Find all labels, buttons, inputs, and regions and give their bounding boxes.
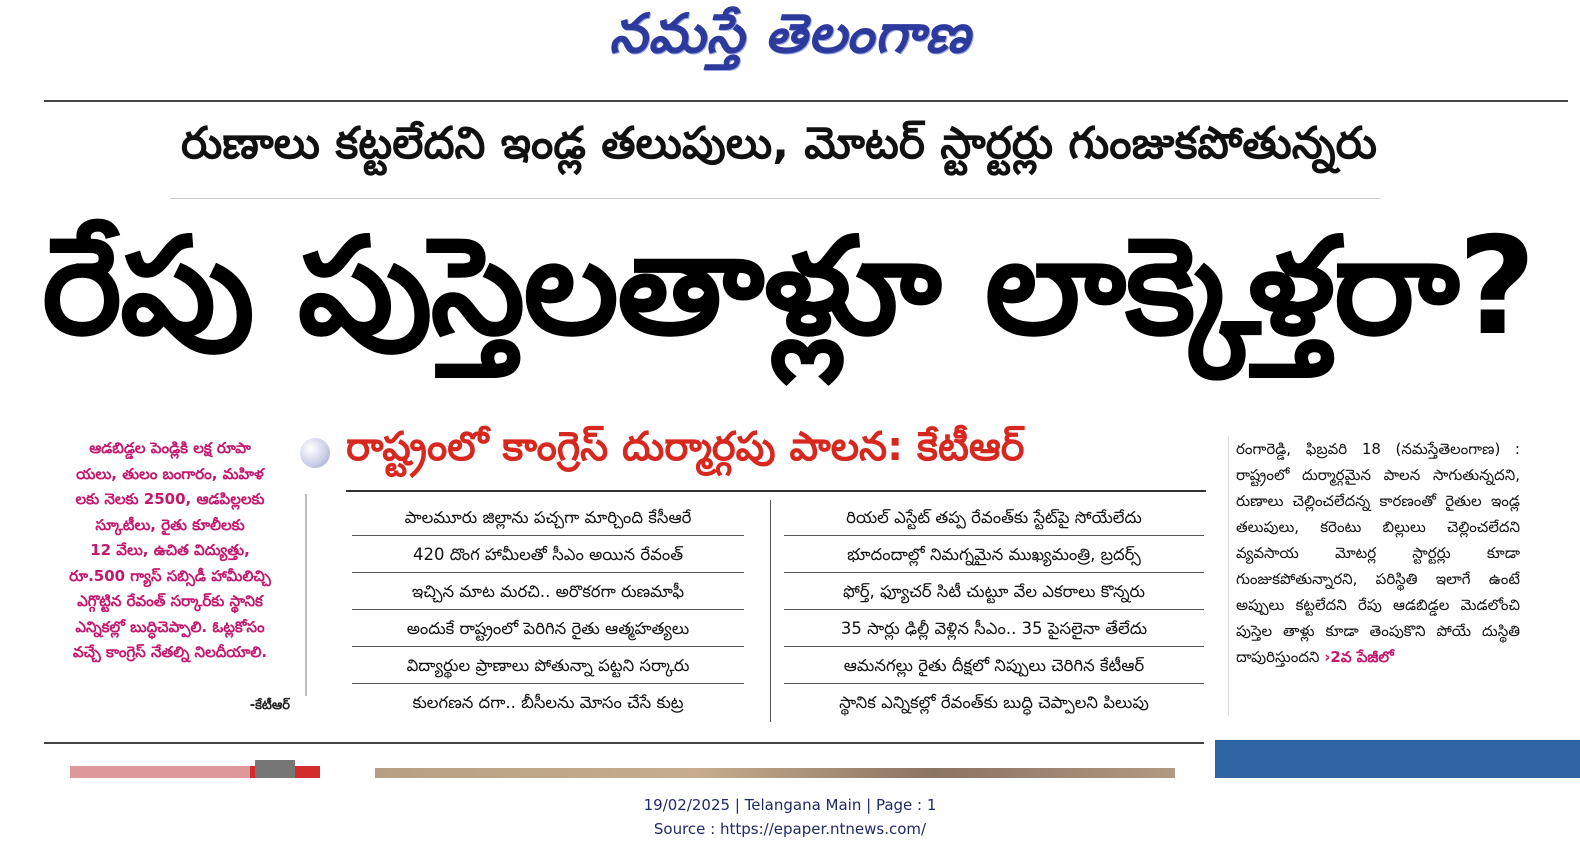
pull-quote-divider [305,494,307,696]
subheadline-divider [346,490,1206,492]
subheadline: రాష్ట్రంలో కాంగ్రెస్ దుర్మార్గపు పాలన: కేటీఆర్ [346,424,1025,470]
pull-quote-line: రూ.500 గ్యాస్ సబ్సిడీ హామీలిచ్చి [69,566,271,585]
pull-quote [50,436,290,666]
highlight-item: ఇచ్చిన మాట మరచి.. అరొకరగా రుణమాఫీ [352,574,744,610]
next-story-photo [375,768,1175,778]
highlight-item: 420 దొంగ హామీలతో సీఎం అయిన రేవంత్ [352,537,744,573]
bottom-divider [44,742,1204,744]
highlight-item: ఫోర్త్, ఫ్యూచర్ సిటీ చుట్టూ వేల ఎకరాలు కొన్నరు [784,574,1204,610]
highlight-item: కులగణన దగా.. బీసీలను మోసం చేసే కుట్ర [412,693,684,712]
pull-quote-line: ఎగ్గొట్టిన రేవంత్ సర్కార్‌కు స్థానిక [77,592,263,610]
column-divider [770,500,771,722]
next-story-image [255,760,295,778]
highlight-item: రియల్ ఎస్టేట్ తప్ప రేవంత్‌కు స్టేట్‌పై సోయేలేదు [784,500,1204,536]
bullet-icon [300,438,330,468]
story-body [1236,436,1520,670]
highlight-item: పాలమూరు జిల్లాను పచ్చగా మార్చింది కేసీఆరే [352,500,744,536]
highlight-item: భూదందాల్లో నిమగ్నమైన ముఖ్యమంత్రి, బ్రదర్స్ [784,537,1204,573]
next-section-band [1215,740,1580,778]
highlight-item: స్థానిక ఎన్నికల్లో రేవంత్‌కు బుద్ధి చెప్పాలని పిలుపు [839,693,1149,712]
next-story-banner-text [70,766,250,778]
source-info: Source : https://epaper.ntnews.com/ [653,820,927,838]
masthead-divider [44,100,1568,102]
highlight-item: అందుకే రాష్ట్రంలో పెరిగిన రైతు ఆత్మహత్యలు [352,611,744,647]
highlight-item: విద్యార్థుల ప్రాణాలు పోతున్నా పట్టని సర్కారు [352,648,744,684]
story-text: రంగారెడ్డి, ఫిబ్రవరి 18 (నమస్తేతెలంగాణ) : రాష్ట్రంలో దుర్మార్గమైన పాలన సాగుతున్నదని, రుణాలు చెల్లించలేదన్న కారణంతో రైతుల ఇండ్ల తలుపులు, కరెంటు బిల్లులు చెల్లించలేదని వ్యవసాయ మోటర్ల స్టార్టర్లు కూడా గుంజుకపోతున్నారని, పరిస్థితి ఇలాగే ఉంటే అప్పులు కట్టలేదని రేపు ఆడబిడ్డల మెడలోంచి పుస్తెల తాళ్లు కూడా తెంపుకొని పోయే దుస్థితి దాపురిస్తుందని [1236,440,1520,666]
pull-quote-line: వచ్చే కాంగ్రెస్ నేతల్ని నిలదీయాలి. [72,643,268,661]
edition-info: 19/02/2025 | Telangana Main | Page : 1 [643,796,937,814]
pull-quote-line: 12 వేలు, ఉచిత విద్యుత్తు, [90,541,250,559]
kicker-divider [170,198,1380,199]
highlight-item: 35 సార్లు ఢిల్లీ వెళ్లిన సీఎం.. 35 పైసలైనా తేలేదు [784,611,1204,647]
pull-quote-line: లకు నెలకు 2500, ఆడపిల్లలకు [75,490,265,508]
story-divider [1228,436,1229,716]
highlight-item: ఆమనగల్లు రైతు దీక్షలో నిప్పులు చెరిగిన కేటీఆర్ [784,648,1204,684]
masthead-logo: నమస్తే తెలంగాణ [609,2,971,65]
pull-quote-author: -కేటీఆర్ [249,698,290,713]
pull-quote-line: ఎన్నికల్లో బుద్ధిచెప్పాలి. ఓట్లకోసం [75,617,265,636]
kicker-headline: రుణాలు కట్టలేదని ఇండ్ల తలుపులు, మోటర్ స్టార్టర్లు గుంజుకపోతున్నరు [181,118,1377,169]
continued-link[interactable]: ›2వ పేజీలో [1324,648,1394,666]
pull-quote-line: ఆడబిడ్డల పెండ్లికి లక్ష రూపా [89,439,251,457]
pull-quote-line: యలు, తులం బంగారం, మహిళ [76,464,264,483]
main-headline: రేపు పుస్తెలతాళ్లూ లాక్కెళ్తరా? [41,208,1535,365]
pull-quote-line: స్కూటీలు, రైతు కూలీలకు [95,515,245,534]
